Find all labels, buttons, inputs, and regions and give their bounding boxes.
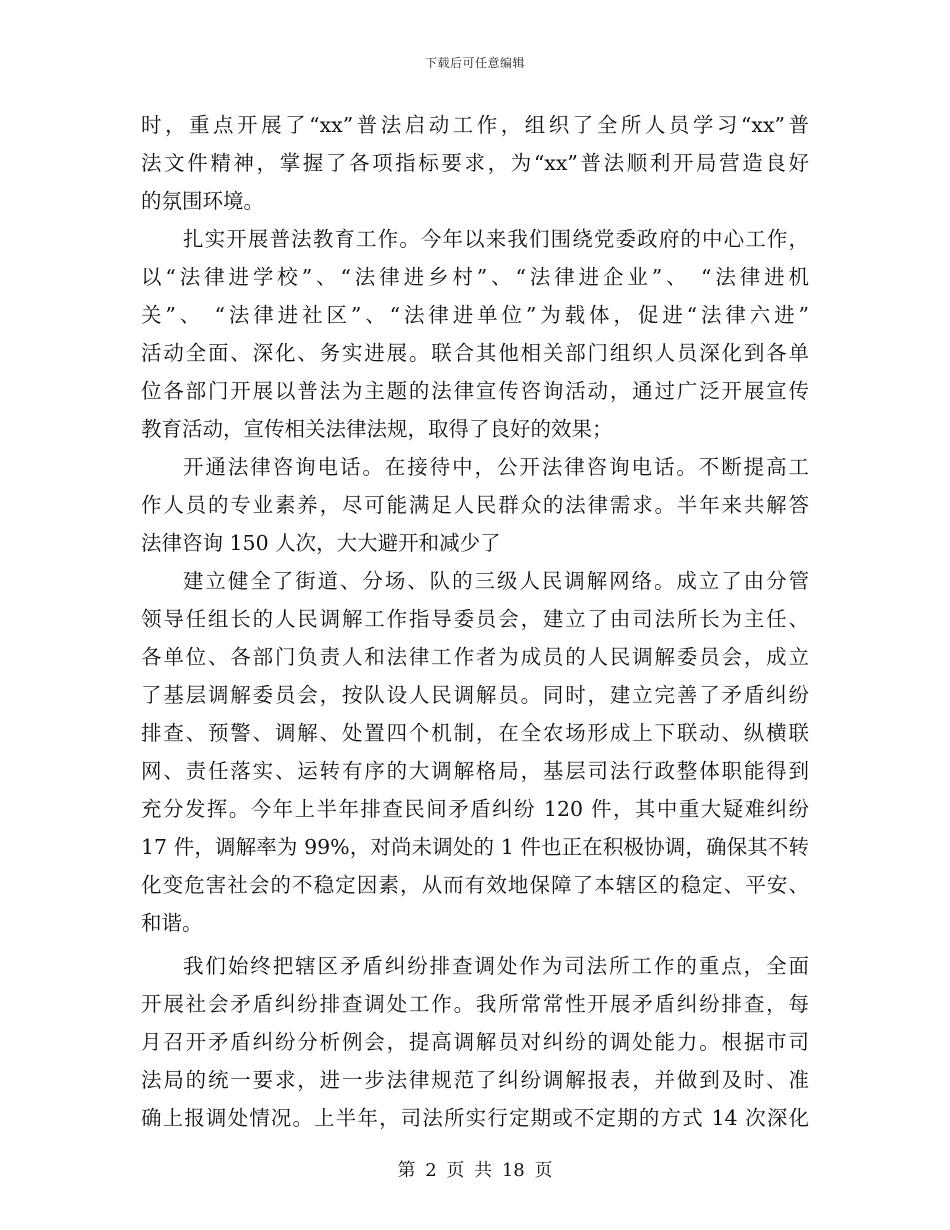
text-line: 法局的统一要求，进一步法律规范了纠纷调解报表，并做到及时、准 — [141, 1068, 809, 1092]
text-line: 领导任组长的人民调解工作指导委员会，建立了由司法所长为主任、 — [141, 607, 809, 631]
text-line: 月召开矛盾纠纷分析例会，提高调解员对纠纷的调处能力。根据市司 — [141, 1030, 809, 1054]
text-line: 了基层调解委员会，按队设人民调解员。同时，建立完善了矛盾纠纷 — [141, 683, 809, 707]
text-line: 确上报调处情况。上半年，司法所实行定期或不定期的方式 14 次深化 — [141, 1106, 809, 1130]
text-line: 充分发挥。今年上半年排查民间矛盾纠纷 120 件，其中重大疑难纠纷 — [141, 797, 809, 821]
page-header: 下载后可任意编辑 — [424, 56, 525, 70]
text-line: 和谐。 — [141, 911, 203, 935]
text-line: 开展社会矛盾纠纷排查调处工作。我所常常性开展矛盾纠纷排查，每 — [141, 992, 809, 1016]
text-line: 17 件，调解率为 99%，对尚未调处的 1 件也正在积极协调，确保其不转 — [141, 835, 809, 859]
text-line: 扎实开展普法教育工作。今年以来我们围绕党委政府的中心工作， — [183, 227, 809, 251]
text-line: 排查、预警、调解、处置四个机制，在全农场形成上下联动、纵横联 — [141, 721, 809, 745]
text-line: 活动全面、深化、务实进展。联合其他相关部门组织人员深化到各单 — [141, 341, 809, 365]
text-line: 位各部门开展以普法为主题的法律宣传咨询活动，通过广泛开展宣传 — [141, 379, 809, 403]
text-line: 法律咨询 150 人次，大大避开和减少了 — [141, 531, 501, 555]
text-line: 的氛围环境。 — [141, 189, 264, 213]
text-line: 作人员的专业素养，尽可能满足人民群众的法律需求。半年来共解答 — [141, 493, 809, 517]
text-line: 我们始终把辖区矛盾纠纷排查调处作为司法所工作的重点，全面 — [183, 954, 809, 978]
text-line: 教育活动，宣传相关法律法规，取得了良好的效果； — [141, 417, 613, 441]
page-footer: 第 2 页 共 18 页 — [397, 1160, 553, 1181]
text-line: 时，重点开展了“xx”普法启动工作，组织了全所人员学习“xx”普 — [141, 113, 809, 137]
text-line: 以“法律进学校”、“法律进乡村”、“法律进企业”、 “法律进机 — [141, 265, 809, 289]
text-line: 网、责任落实、运转有序的大调解格局，基层司法行政整体职能得到 — [141, 759, 809, 783]
text-line: 关”、 “法律进社区”、“法律进单位”为载体，促进“法律六进” — [141, 303, 809, 327]
text-line: 开通法律咨询电话。在接待中，公开法律咨询电话。不断提高工 — [183, 455, 809, 479]
text-line: 各单位、各部门负责人和法律工作者为成员的人民调解委员会，成立 — [141, 645, 809, 669]
text-line: 建立健全了街道、分场、队的三级人民调解网络。成立了由分管 — [183, 569, 809, 593]
text-line: 化变危害社会的不稳定因素，从而有效地保障了本辖区的稳定、平安、 — [141, 873, 809, 897]
document-body — [141, 106, 809, 1137]
text-line: 法文件精神，掌握了各项指标要求，为“xx”普法顺利开局营造良好 — [141, 151, 809, 175]
